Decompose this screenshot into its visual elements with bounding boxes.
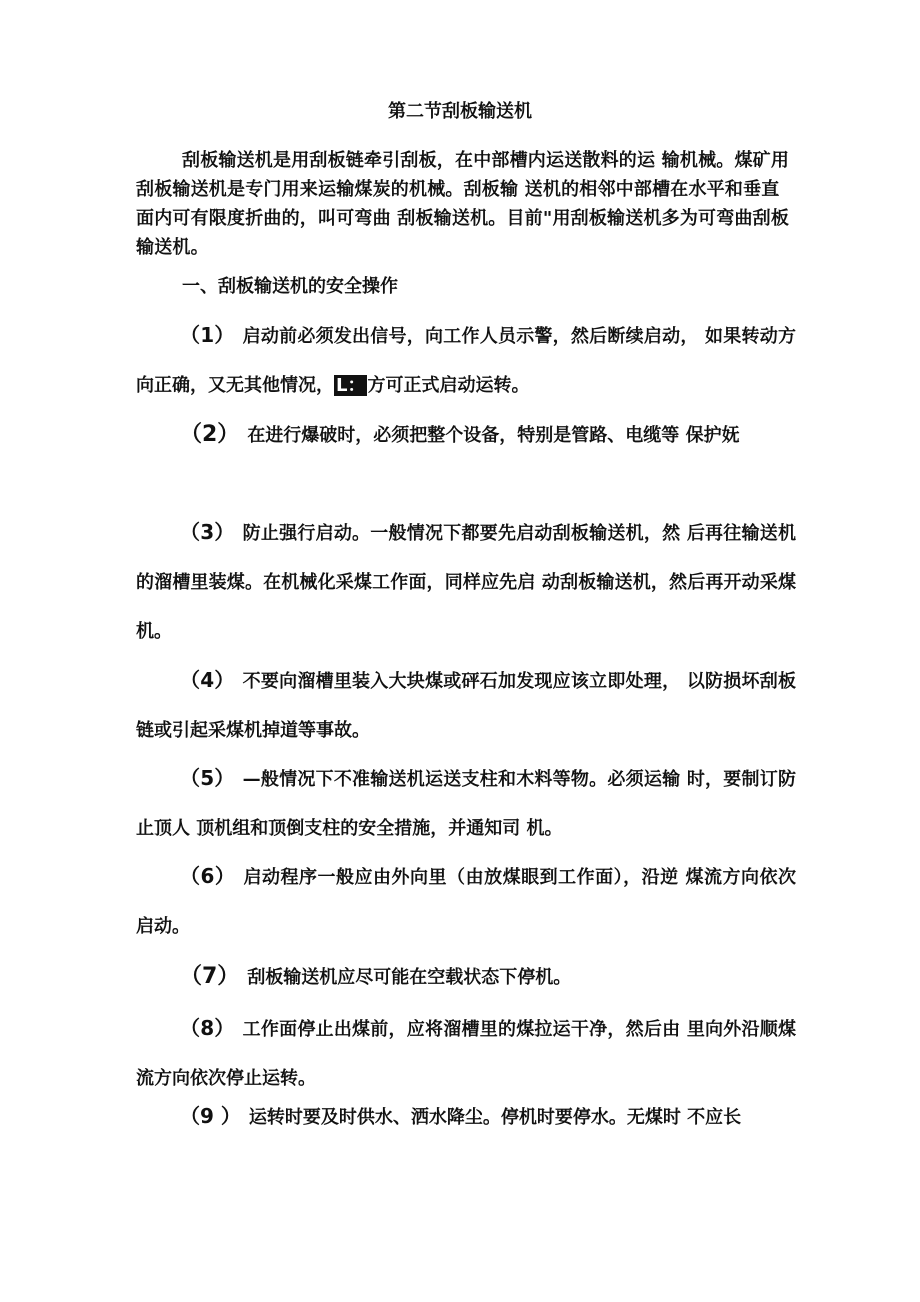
- item-text: 启动程序一般应由外向里（由放煤眼到工作面），沿逆 煤流方向依次启动。: [136, 867, 797, 937]
- list-item: [136, 311, 796, 410]
- list-item: [136, 1004, 796, 1103]
- item-text: 启动前必须发出信号，向工作人员示警，然后断续启动， 如果转动方向正确，又无其他情况，: [136, 326, 797, 396]
- item-number: （7）: [180, 964, 240, 989]
- page-title: 第二节刮板输送机: [388, 101, 532, 122]
- item-text: 防止强行启动。一般情况下都要先启动刮板输送机，然 后再往输送机的溜槽里装煤。在机械化采煤工作面，同样应先启 动刮板输送机，然后再开动采煤机。: [136, 523, 797, 642]
- item-text: 不要向溜槽里装入大块煤或砰石加发现应该立即处理， 以防损坏刮板链或引起采煤机掉道等事故。: [136, 671, 797, 741]
- highlighted-text: L：: [336, 375, 366, 396]
- list-item: [136, 852, 796, 951]
- item-number: （3）: [180, 520, 235, 544]
- item-number: （9 ）: [180, 1104, 241, 1128]
- item-number: （2）: [180, 422, 240, 447]
- item-number: （1）: [180, 323, 235, 347]
- item-text: 在进行爆破时，必须把整个设备，特别是管路、电缆等 保护妩: [247, 425, 740, 446]
- intro-paragraph: 刮板输送机是用刮板链牵引刮板，在中部槽内运送散料的运 输机械。煤矿用刮板输送机是专门用来运输煤炭的机械。刮板输 送机的相邻中部槽在水平和垂直面内可有限度折曲的，叫可弯曲 刮板输送机。目前"用刮板输送机多为可弯曲刮板输送机。: [136, 150, 790, 258]
- item-text: —般情况下不准输送机运送支柱和木料等物。必须运输 时，要制订防止顶人 顶机组和顶倒支柱的安全措施，并通知司 机。: [136, 769, 797, 839]
- list-item: [136, 656, 796, 755]
- section-heading: 一、刮板输送机的安全操作: [182, 276, 398, 297]
- item-text: 方可正式启动运转。: [367, 375, 530, 396]
- item-number: （8）: [180, 1016, 235, 1040]
- item-number: （4）: [180, 668, 235, 692]
- list-item: [136, 1092, 796, 1142]
- item-text: 刮板输送机应尽可能在空载状态下停机。: [247, 967, 572, 988]
- item-text: 工作面停止出煤前，应将溜槽里的煤拉运干净，然后由 里向外沿顺煤流方向依次停止运转。: [136, 1019, 797, 1089]
- item-number: （5）: [180, 766, 235, 790]
- list-item: [136, 410, 796, 460]
- item-text: 运转时要及时供水、洒水降尘。停机时要停水。无煤时 不应长: [248, 1107, 742, 1128]
- item-number: （6）: [180, 864, 236, 888]
- list-item: [136, 952, 796, 1002]
- list-item: [136, 508, 796, 656]
- list-item: [136, 754, 796, 853]
